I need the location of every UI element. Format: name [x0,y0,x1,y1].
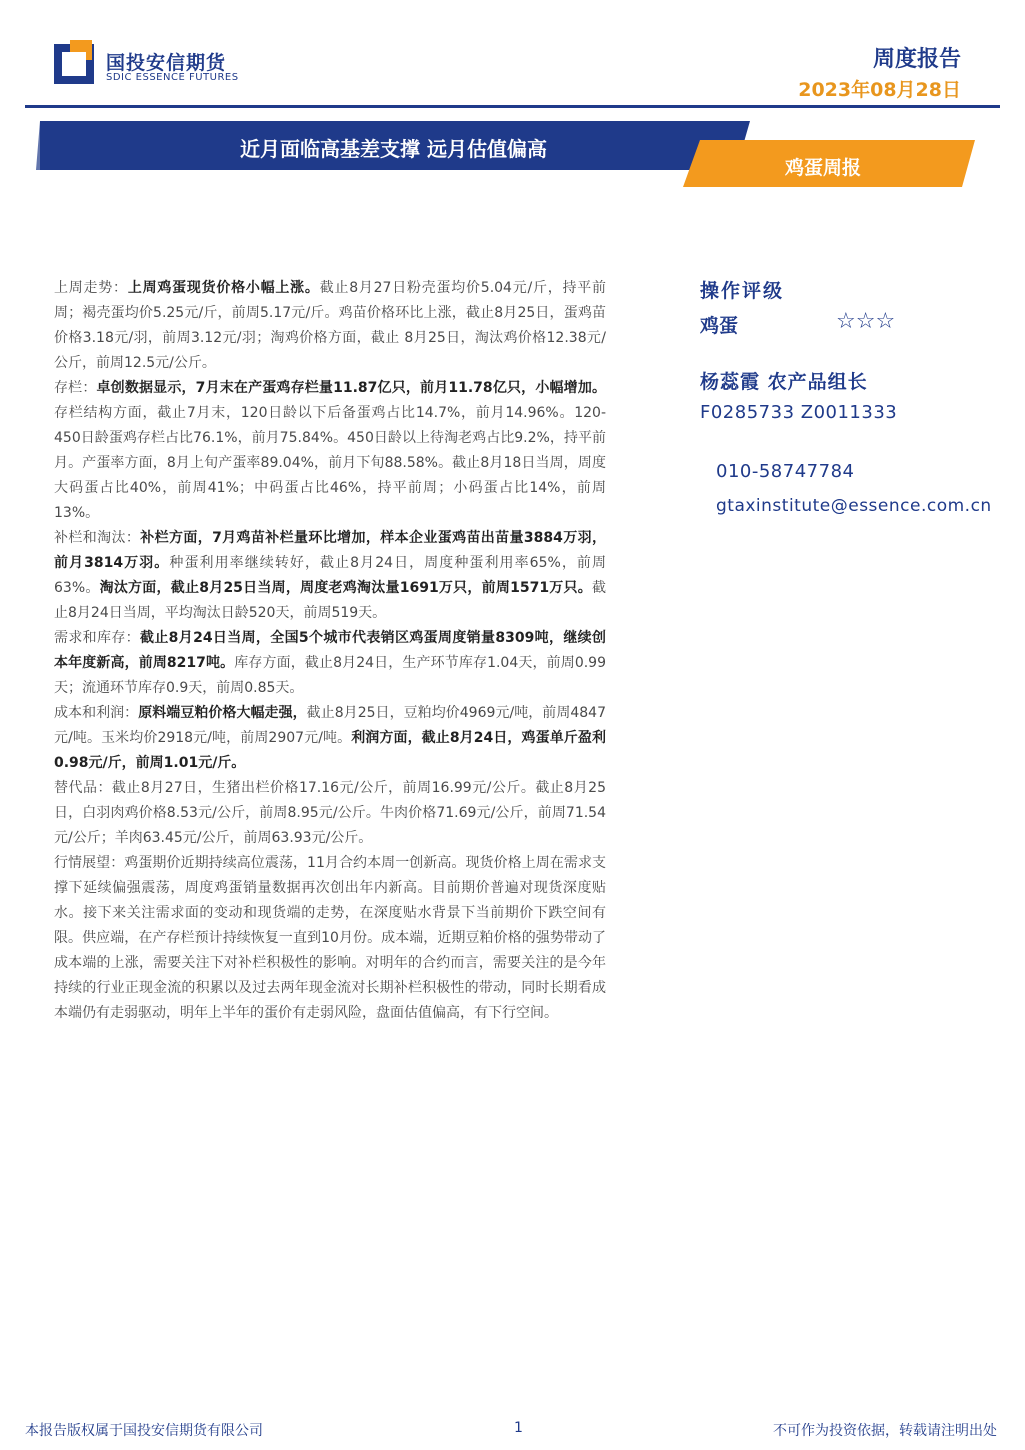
page-number: 1 [514,1420,523,1436]
footer-disclaimer: 不可作为投资依据，转载请注明出处 [773,1423,997,1439]
text-segment: 补栏和淘汰： [54,530,141,546]
report-category-tag: 鸡蛋周报 [785,157,862,179]
body-paragraph [54,701,606,776]
analyst-name: 杨蕊霞 农产品组长 [700,371,868,393]
text-segment: 截止8月25日，豆粕均价4969元/吨，前周4847元/吨。玉米均价2918元/吨，前周2907元/吨。 [54,705,607,746]
bold-text-segment: 淘汰方面，截止8月25日当周，周度老鸡淘汰量1691万只，前周1571万只。 [99,580,592,596]
bold-text-segment: 截止8月24日当周，全国5个城市代表销区鸡蛋周度销量8309吨，继续创本年度新高，前周8217吨。 [54,630,606,671]
footer-copyright: 本报告版权属于国投安信期货有限公司 [25,1423,263,1439]
text-segment: 行情展望：鸡蛋期价近期持续高位震荡，11月合约本周一创新高。现货价格上周在需求支撑下延续偏强震荡，周度鸡蛋销量数据再次创出年内新高。目前期价普遍对现货深度贴水。接下来关注需求面的变动和现货端的走势，在深度贴水背景下当前期价下跌空间有限。供应端，在产存栏预计持续恢复一直到10月份。成本端，近期豆粕价格的强势带动了成本端的上涨，需要关注下对补栏积极性的影响。对明年的合约而言，需要关注的是今年持续的行业正现金流的积累以及过去两年现金流对长期补栏积极性的带动，同时长期看成本端仍有走弱驱动，明年上半年的蛋价有走弱风险，盘面估值偏高，有下行空间。 [54,855,606,1021]
report-date: 2023年08月28日 [798,79,961,101]
bold-text-segment: 补栏方面，7月鸡苗补栏量环比增加，样本企业蛋鸡苗出苗量3884万羽，前月3814万羽。 [54,530,606,571]
bold-text-segment: 原料端豆粕价格大幅走强， [138,705,307,721]
body-paragraph [54,276,606,376]
contact-email[interactable]: gtaxinstitute@essence.com.cn [716,496,992,516]
bold-text-segment: 上周鸡蛋现货价格小幅上涨。 [127,280,320,296]
body-paragraph [54,851,606,1026]
logo-text-cn: 国投安信期货 [106,52,227,74]
report-body [54,276,606,1026]
contact-phone: 010-58747784 [716,461,855,482]
rating-product: 鸡蛋 [700,315,739,337]
rating-title: 操作评级 [700,280,785,302]
body-paragraph [54,526,606,626]
bold-text-segment: 卓创数据显示，7月末在产蛋鸡存栏量11.87亿只，前月11.78亿只，小幅增加。 [96,380,607,396]
text-segment: 上周走势： [54,280,128,296]
text-segment: 截止8月24日当周，平均淘汰日龄520天，前周519天。 [54,580,606,621]
report-type: 周度报告 [872,47,961,72]
body-paragraph [54,376,606,526]
text-segment: 需求和库存： [54,630,141,646]
body-paragraph [54,626,606,701]
text-segment: 替代品：截止8月27日，生猪出栏价格17.16元/公斤，前周16.99元/公斤。截止8月25日，白羽肉鸡价格8.53元/公斤，前周8.95元/公斤。牛肉价格71.69元/公斤，前周71.54元/公斤；羊肉63.45元/公斤，前周63.93元/公斤。 [54,780,606,846]
rating-stars-icon: ☆☆☆ [836,309,896,334]
body-paragraph [54,776,606,851]
text-segment: 成本和利润： [54,705,139,721]
bold-text-segment: 利润方面，截止8月24日，鸡蛋单斤盈利0.98元/斤，前周1.01元/斤。 [54,730,606,771]
text-segment: 种蛋利用率继续转好，截止8月24日，周度种蛋利用率65%，前周63%。 [54,555,607,596]
analyst-license: F0285733 Z0011333 [700,402,898,423]
text-segment: 库存方面，截止8月24日，生产环节库存1.04天，前周0.99天；流通环节库存0.9天，前周0.85天。 [54,655,606,696]
text-segment: 存栏： [54,380,97,396]
report-title: 近月面临高基差支撑 远月估值偏高 [240,137,547,161]
text-segment: 存栏结构方面，截止7月末，120日龄以下后备蛋鸡占比14.7%，前月14.96%。120-450日龄蛋鸡存栏占比76.1%，前月75.84%。450日龄以上待淘老鸡占比9.2%，持平前月。产蛋率方面，8月上旬产蛋率89.04%，前月下旬88.58%。截止8月18日当周，周度大码蛋占比40%，前周41%；中码蛋占比46%，持平前周；小码蛋占比14%，前周13%。 [54,405,606,521]
text-segment: 截止8月27日粉壳蛋均价5.04元/斤，持平前周；褐壳蛋均价5.25元/斤，前周5.17元/斤。鸡苗价格环比上涨，截止8月25日，蛋鸡苗价格3.18元/羽，前周3.12元/羽；淘鸡价格方面，截止 8月25日，淘汰鸡价格12.38元/公斤，前周12.5元/公斤。 [54,280,607,371]
title-banner [0,0,1025,200]
logo-text-en: SDIC ESSENCE FUTURES [106,72,239,83]
